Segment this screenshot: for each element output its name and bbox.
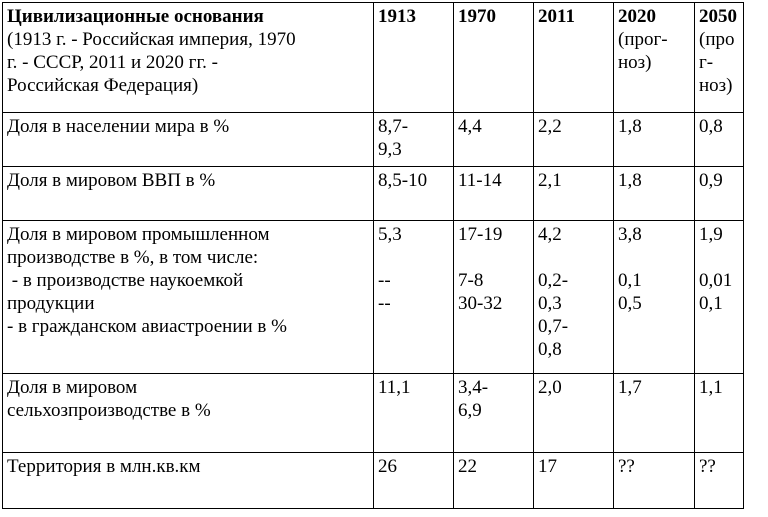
value-cell	[534, 221, 614, 374]
year-label: 1970	[458, 6, 496, 27]
cell-spacer	[699, 246, 739, 269]
value-cell	[695, 113, 744, 167]
year-note-line: г-	[699, 52, 714, 73]
value-cell	[374, 167, 454, 221]
row-label: Территория в млн.кв.км	[7, 456, 201, 477]
cell-spacer	[538, 246, 609, 269]
cell-value: 8,5-10	[378, 170, 428, 191]
table-row	[3, 221, 744, 374]
cell-value: 0,1	[618, 270, 642, 291]
year-note-line: ноз)	[699, 75, 733, 96]
cell-value: 17-19	[458, 224, 503, 245]
cell-value: 4,2	[538, 224, 562, 245]
year-header-1913	[374, 3, 454, 113]
cell-value: 0,9	[699, 170, 723, 191]
cell-value: 3,8	[618, 224, 642, 245]
value-cell	[695, 221, 744, 374]
cell-value: 1,8	[618, 170, 642, 191]
cell-value: 26	[378, 456, 397, 477]
table-subtitle-line: г. - СССР, 2011 и 2020 гг. -	[7, 52, 218, 73]
row-label-cell	[3, 374, 374, 453]
year-header-2050	[695, 3, 744, 113]
year-header-2011	[534, 3, 614, 113]
row-label: Доля в мировом ВВП в %	[7, 170, 216, 191]
value-cell	[614, 374, 695, 453]
cell-value: 0,01	[699, 270, 733, 291]
cell-value: 1,9	[699, 224, 723, 245]
table-subtitle-line: (1913 г. - Российская империя, 1970	[7, 29, 296, 50]
year-header-2020	[614, 3, 695, 113]
cell-value: 1,8	[618, 116, 642, 137]
year-note-line: (прог-	[618, 29, 668, 50]
value-cell	[534, 167, 614, 221]
value-cell	[614, 221, 695, 374]
value-cell	[454, 374, 534, 453]
cell-value: --	[378, 293, 391, 314]
year-label: 1913	[378, 6, 416, 27]
cell-value: 22	[458, 456, 477, 477]
cell-value: 4,4	[458, 116, 482, 137]
row-label-cell	[3, 221, 374, 374]
table-row	[3, 453, 744, 509]
civilization-table	[2, 2, 744, 509]
cell-value: ??	[618, 456, 635, 477]
value-cell	[374, 374, 454, 453]
row-label: Доля в мировом	[7, 377, 138, 398]
cell-value: 0,3	[538, 293, 562, 314]
row-label: Доля в населении мира в %	[7, 116, 230, 137]
row-label: Доля в мировом промышленном	[7, 224, 270, 245]
table-subtitle-line: Российская Федерация)	[7, 75, 199, 96]
value-cell	[374, 453, 454, 509]
cell-value: 0,1	[699, 293, 723, 314]
header-row	[3, 3, 744, 113]
cell-value: --	[378, 270, 391, 291]
cell-value: 1,1	[699, 377, 723, 398]
value-cell	[454, 167, 534, 221]
cell-value: 0,2-	[538, 270, 569, 291]
row-label-cell	[3, 167, 374, 221]
cell-value: 11,1	[378, 377, 411, 398]
value-cell	[454, 221, 534, 374]
cell-value: 8,7-	[378, 116, 409, 137]
year-header-1970	[454, 3, 534, 113]
value-cell	[614, 453, 695, 509]
cell-value: 11-14	[458, 170, 502, 191]
table-row	[3, 113, 744, 167]
value-cell	[695, 453, 744, 509]
year-note-line: (про	[699, 29, 735, 50]
value-cell	[695, 167, 744, 221]
cell-value: 2,0	[538, 377, 562, 398]
row-label: - в производстве наукоемкой	[7, 270, 244, 291]
cell-value: 0,8	[538, 339, 562, 360]
cell-value: 5,3	[378, 224, 402, 245]
cell-spacer	[618, 246, 690, 269]
row-label: производстве в %, в том числе:	[7, 247, 259, 268]
row-label-cell	[3, 113, 374, 167]
cell-value: ??	[699, 456, 716, 477]
cell-value: 7-8	[458, 270, 484, 291]
cell-value: 2,2	[538, 116, 562, 137]
value-cell	[614, 167, 695, 221]
value-cell	[534, 113, 614, 167]
cell-value: 3,4-	[458, 377, 489, 398]
year-label: 2020	[618, 6, 656, 27]
value-cell	[534, 374, 614, 453]
table-row	[3, 167, 744, 221]
cell-value: 9,3	[378, 139, 402, 160]
row-label: продукции	[7, 293, 95, 314]
value-cell	[454, 453, 534, 509]
value-cell	[695, 374, 744, 453]
cell-value: 2,1	[538, 170, 562, 191]
row-label-cell	[3, 453, 374, 509]
cell-spacer	[458, 246, 529, 269]
cell-value: 6,9	[458, 400, 482, 421]
cell-value: 30-32	[458, 293, 503, 314]
value-cell	[374, 113, 454, 167]
row-label: сельхозпроизводстве в %	[7, 400, 211, 421]
cell-value: 0,7-	[538, 316, 569, 337]
value-cell	[454, 113, 534, 167]
year-label: 2050	[699, 6, 737, 27]
value-cell	[374, 221, 454, 374]
row-label: - в гражданском авиастроении в %	[7, 316, 287, 337]
value-cell	[614, 113, 695, 167]
cell-spacer	[378, 246, 449, 269]
year-label: 2011	[538, 6, 575, 27]
header-label-cell	[3, 3, 374, 113]
table-row	[3, 374, 744, 453]
value-cell	[534, 453, 614, 509]
year-note-line: ноз)	[618, 52, 652, 73]
cell-value: 0,8	[699, 116, 723, 137]
table-title: Цивилизационные основания	[7, 6, 264, 27]
cell-value: 0,5	[618, 293, 642, 314]
cell-value: 1,7	[618, 377, 642, 398]
cell-value: 17	[538, 456, 557, 477]
